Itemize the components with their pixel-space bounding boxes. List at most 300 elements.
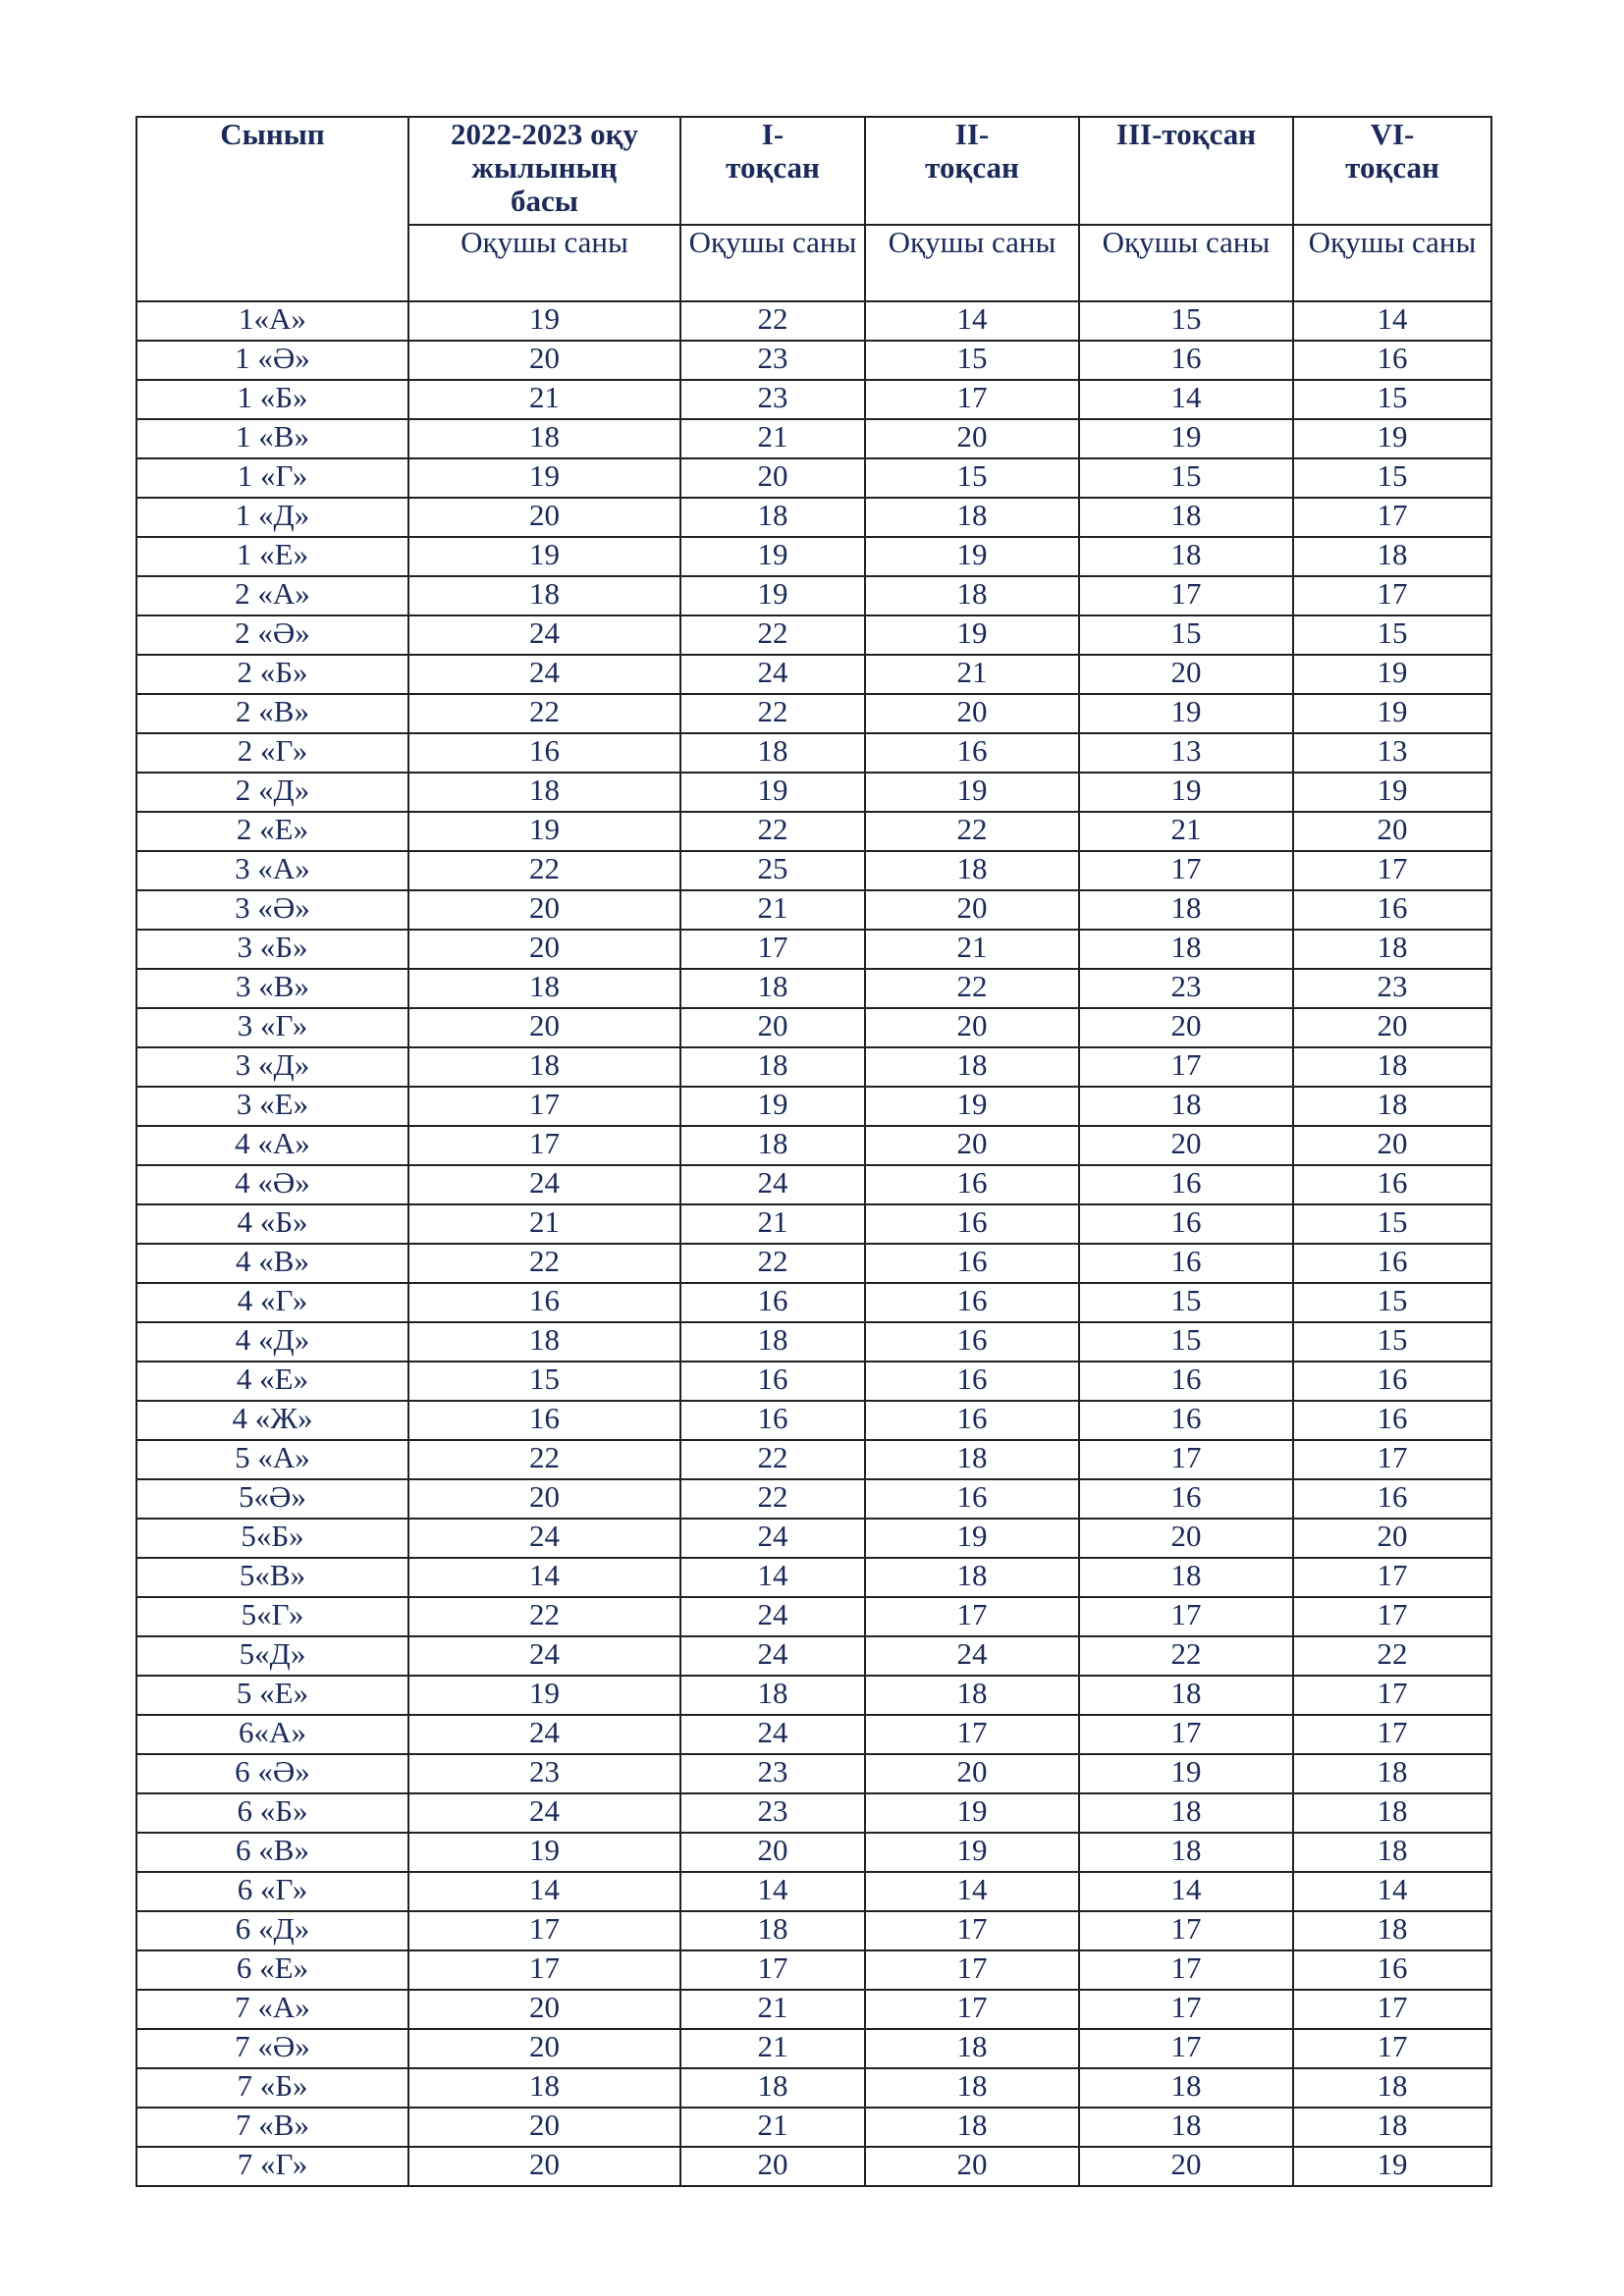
student-count-cell: 20 bbox=[1079, 1008, 1293, 1047]
student-count-cell: 23 bbox=[1079, 969, 1293, 1008]
student-count-cell: 15 bbox=[1293, 1204, 1491, 1244]
student-count-cell: 17 bbox=[1293, 1558, 1491, 1597]
student-count-cell: 24 bbox=[680, 1597, 865, 1636]
class-name-cell: 4 «Ә» bbox=[136, 1165, 408, 1204]
student-count-cell: 17 bbox=[1293, 1715, 1491, 1754]
student-count-cell: 18 bbox=[680, 1047, 865, 1087]
student-count-cell: 18 bbox=[1293, 1754, 1491, 1793]
student-count-cell: 19 bbox=[865, 1087, 1079, 1126]
student-count-cell: 16 bbox=[1079, 1362, 1293, 1401]
header-line: жылының bbox=[471, 150, 618, 185]
class-name-cell: 3 «Е» bbox=[136, 1087, 408, 1126]
student-count-cell: 19 bbox=[865, 537, 1079, 576]
header-line: I- bbox=[761, 117, 785, 151]
table-row bbox=[136, 655, 1491, 694]
student-count-cell: 18 bbox=[1079, 2108, 1293, 2147]
student-count-cell: 17 bbox=[1079, 1440, 1293, 1479]
table-header bbox=[136, 117, 1491, 301]
student-count-cell: 21 bbox=[680, 890, 865, 930]
student-count-cell: 18 bbox=[1079, 2068, 1293, 2108]
table-row bbox=[136, 1754, 1491, 1793]
class-name-cell: 7 «Ә» bbox=[136, 2029, 408, 2068]
student-count-cell: 24 bbox=[680, 1519, 865, 1558]
student-count-cell: 18 bbox=[1079, 1087, 1293, 1126]
student-count-cell: 22 bbox=[1079, 1636, 1293, 1676]
student-count-table bbox=[135, 116, 1492, 2187]
student-count-cell: 16 bbox=[1293, 1165, 1491, 1204]
class-name-cell: 1 «В» bbox=[136, 419, 408, 458]
student-count-cell: 18 bbox=[1293, 1087, 1491, 1126]
student-count-cell: 25 bbox=[680, 851, 865, 890]
student-count-cell: 24 bbox=[865, 1636, 1079, 1676]
student-count-cell: 18 bbox=[408, 2068, 680, 2108]
student-count-cell: 18 bbox=[865, 851, 1079, 890]
student-count-cell: 18 bbox=[1293, 1047, 1491, 1087]
student-count-cell: 24 bbox=[408, 1793, 680, 1833]
table-row bbox=[136, 773, 1491, 812]
student-count-cell: 19 bbox=[408, 537, 680, 576]
student-count-cell: 13 bbox=[1293, 733, 1491, 773]
table-row bbox=[136, 2029, 1491, 2068]
class-name-cell: 3 «Ә» bbox=[136, 890, 408, 930]
student-count-cell: 17 bbox=[408, 1126, 680, 1165]
class-name-cell: 1 «Е» bbox=[136, 537, 408, 576]
class-name-cell: 1 «Б» bbox=[136, 380, 408, 419]
table-row bbox=[136, 419, 1491, 458]
student-count-cell: 20 bbox=[408, 2029, 680, 2068]
class-name-cell: 3 «Д» bbox=[136, 1047, 408, 1087]
student-count-cell: 20 bbox=[408, 341, 680, 380]
table-row bbox=[136, 1558, 1491, 1597]
student-count-cell: 22 bbox=[680, 1479, 865, 1519]
student-count-cell: 18 bbox=[865, 576, 1079, 615]
class-name-cell: 4 «Е» bbox=[136, 1362, 408, 1401]
student-count-cell: 20 bbox=[1293, 812, 1491, 851]
student-count-cell: 17 bbox=[1079, 1990, 1293, 2029]
student-count-cell: 20 bbox=[1079, 655, 1293, 694]
student-count-cell: 20 bbox=[408, 1479, 680, 1519]
student-count-cell: 18 bbox=[408, 969, 680, 1008]
student-count-cell: 19 bbox=[408, 1833, 680, 1872]
student-count-cell: 20 bbox=[1293, 1008, 1491, 1047]
student-count-cell: 19 bbox=[408, 301, 680, 341]
student-count-cell: 17 bbox=[1293, 1597, 1491, 1636]
student-count-cell: 18 bbox=[1079, 890, 1293, 930]
student-count-cell: 19 bbox=[1079, 773, 1293, 812]
header-line: III-тоқсан bbox=[1115, 117, 1257, 151]
student-count-cell: 14 bbox=[1293, 301, 1491, 341]
class-name-cell: 4 «Г» bbox=[136, 1283, 408, 1322]
student-count-cell: 20 bbox=[680, 1008, 865, 1047]
class-name-cell: 3 «В» bbox=[136, 969, 408, 1008]
class-name-cell: 3 «Г» bbox=[136, 1008, 408, 1047]
student-count-cell: 14 bbox=[680, 1558, 865, 1597]
student-count-cell: 16 bbox=[1293, 1362, 1491, 1401]
student-count-cell: 19 bbox=[1293, 2147, 1491, 2186]
student-count-cell: 19 bbox=[865, 1793, 1079, 1833]
header-line: 2022-2023 оқу bbox=[451, 117, 638, 151]
student-count-cell: 22 bbox=[680, 301, 865, 341]
student-count-cell: 19 bbox=[865, 773, 1079, 812]
student-count-cell: 16 bbox=[408, 733, 680, 773]
student-count-cell: 20 bbox=[1293, 1126, 1491, 1165]
class-name-cell: 3 «А» bbox=[136, 851, 408, 890]
table-row bbox=[136, 1440, 1491, 1479]
class-name-cell: 5 «А» bbox=[136, 1440, 408, 1479]
student-count-cell: 24 bbox=[408, 615, 680, 655]
student-count-cell: 17 bbox=[1293, 1440, 1491, 1479]
student-count-cell: 15 bbox=[1079, 301, 1293, 341]
student-count-cell: 19 bbox=[408, 1676, 680, 1715]
student-count-cell: 23 bbox=[680, 341, 865, 380]
student-count-cell: 18 bbox=[408, 419, 680, 458]
student-count-cell: 16 bbox=[408, 1401, 680, 1440]
student-count-cell: 16 bbox=[680, 1401, 865, 1440]
student-count-cell: 18 bbox=[1293, 1793, 1491, 1833]
student-count-cell: 21 bbox=[680, 1204, 865, 1244]
student-count-cell: 16 bbox=[1079, 1244, 1293, 1283]
student-count-cell: 14 bbox=[1079, 380, 1293, 419]
student-count-cell: 19 bbox=[1079, 419, 1293, 458]
student-count-cell: 15 bbox=[1079, 615, 1293, 655]
student-count-cell: 18 bbox=[1293, 1833, 1491, 1872]
student-count-cell: 21 bbox=[680, 1990, 865, 2029]
header-period bbox=[1293, 117, 1491, 225]
student-count-cell: 19 bbox=[865, 1519, 1079, 1558]
table-row bbox=[136, 576, 1491, 615]
student-count-cell: 22 bbox=[408, 851, 680, 890]
class-name-cell: 1 «Г» bbox=[136, 458, 408, 498]
student-count-cell: 16 bbox=[865, 1244, 1079, 1283]
student-count-cell: 16 bbox=[865, 1362, 1079, 1401]
student-count-cell: 24 bbox=[680, 1636, 865, 1676]
table-row bbox=[136, 890, 1491, 930]
table-row bbox=[136, 1204, 1491, 1244]
class-name-cell: 4 «А» bbox=[136, 1126, 408, 1165]
student-count-cell: 24 bbox=[680, 1165, 865, 1204]
class-name-cell: 3 «Б» bbox=[136, 930, 408, 969]
student-count-cell: 18 bbox=[865, 2108, 1079, 2147]
subheader-student-count: Оқушы саны bbox=[865, 225, 1079, 301]
student-count-cell: 18 bbox=[680, 2068, 865, 2108]
student-count-cell: 18 bbox=[1079, 1676, 1293, 1715]
student-count-cell: 18 bbox=[408, 1047, 680, 1087]
student-count-cell: 16 bbox=[1293, 341, 1491, 380]
table-row bbox=[136, 458, 1491, 498]
student-count-cell: 16 bbox=[1079, 1479, 1293, 1519]
student-count-cell: 20 bbox=[865, 1126, 1079, 1165]
student-count-cell: 16 bbox=[1293, 1401, 1491, 1440]
header-line: тоқсан bbox=[726, 150, 820, 185]
class-name-cell: 1 «Ә» bbox=[136, 341, 408, 380]
header-line: тоқсан bbox=[1345, 150, 1439, 185]
student-count-cell: 23 bbox=[680, 1793, 865, 1833]
student-count-cell: 15 bbox=[1079, 458, 1293, 498]
student-count-cell: 19 bbox=[865, 615, 1079, 655]
student-count-cell: 18 bbox=[865, 1558, 1079, 1597]
table-row bbox=[136, 1008, 1491, 1047]
student-count-cell: 14 bbox=[1293, 1872, 1491, 1911]
student-count-cell: 19 bbox=[865, 1833, 1079, 1872]
student-count-cell: 17 bbox=[865, 1990, 1079, 2029]
class-name-cell: 5«В» bbox=[136, 1558, 408, 1597]
table-row bbox=[136, 1950, 1491, 1990]
student-count-cell: 17 bbox=[1293, 576, 1491, 615]
student-count-cell: 20 bbox=[408, 930, 680, 969]
table-row bbox=[136, 1244, 1491, 1283]
table-row bbox=[136, 851, 1491, 890]
class-name-cell: 7 «В» bbox=[136, 2108, 408, 2147]
student-count-cell: 16 bbox=[865, 1479, 1079, 1519]
student-count-cell: 22 bbox=[1293, 1636, 1491, 1676]
student-count-cell: 16 bbox=[865, 1204, 1079, 1244]
table-body bbox=[136, 301, 1491, 2186]
table-row bbox=[136, 1715, 1491, 1754]
table-row bbox=[136, 341, 1491, 380]
student-count-cell: 20 bbox=[1079, 2147, 1293, 2186]
student-count-cell: 18 bbox=[680, 1911, 865, 1950]
table-row bbox=[136, 1597, 1491, 1636]
student-count-cell: 18 bbox=[1079, 498, 1293, 537]
table-row bbox=[136, 1283, 1491, 1322]
header-class: Сынып bbox=[136, 117, 408, 301]
student-count-cell: 16 bbox=[1293, 1950, 1491, 1990]
student-count-cell: 20 bbox=[865, 2147, 1079, 2186]
student-count-cell: 19 bbox=[1293, 773, 1491, 812]
table-row bbox=[136, 1126, 1491, 1165]
header-period bbox=[408, 117, 680, 225]
class-name-cell: 2 «Е» bbox=[136, 812, 408, 851]
student-count-cell: 21 bbox=[408, 380, 680, 419]
student-count-cell: 20 bbox=[680, 1833, 865, 1872]
student-count-cell: 14 bbox=[680, 1872, 865, 1911]
student-count-cell: 22 bbox=[680, 1440, 865, 1479]
student-count-cell: 14 bbox=[1079, 1872, 1293, 1911]
student-count-cell: 17 bbox=[1293, 851, 1491, 890]
student-count-cell: 22 bbox=[680, 1244, 865, 1283]
header-row-periods bbox=[136, 117, 1491, 225]
table-row bbox=[136, 969, 1491, 1008]
student-count-cell: 17 bbox=[1079, 1950, 1293, 1990]
table-row bbox=[136, 498, 1491, 537]
class-name-cell: 6 «Е» bbox=[136, 1950, 408, 1990]
student-count-cell: 18 bbox=[680, 1676, 865, 1715]
class-name-cell: 1 «Д» bbox=[136, 498, 408, 537]
student-count-cell: 18 bbox=[865, 1047, 1079, 1087]
student-count-cell: 15 bbox=[1293, 458, 1491, 498]
student-count-cell: 16 bbox=[865, 733, 1079, 773]
student-count-cell: 20 bbox=[408, 2147, 680, 2186]
class-name-cell: 5«Г» bbox=[136, 1597, 408, 1636]
header-period bbox=[865, 117, 1079, 225]
student-count-cell: 20 bbox=[1293, 1519, 1491, 1558]
student-count-cell: 23 bbox=[680, 1754, 865, 1793]
student-count-cell: 20 bbox=[865, 890, 1079, 930]
student-count-cell: 14 bbox=[408, 1872, 680, 1911]
student-count-cell: 20 bbox=[865, 419, 1079, 458]
student-count-cell: 24 bbox=[408, 1715, 680, 1754]
header-period bbox=[680, 117, 865, 225]
student-count-cell: 24 bbox=[680, 655, 865, 694]
subheader-student-count: Оқушы саны bbox=[1079, 225, 1293, 301]
student-count-cell: 18 bbox=[680, 733, 865, 773]
student-count-cell: 24 bbox=[408, 1519, 680, 1558]
student-count-cell: 17 bbox=[1079, 1597, 1293, 1636]
header-line: тоқсан bbox=[925, 150, 1019, 185]
student-count-cell: 17 bbox=[1293, 1990, 1491, 2029]
student-count-cell: 20 bbox=[680, 2147, 865, 2186]
student-count-cell: 14 bbox=[865, 301, 1079, 341]
student-count-cell: 24 bbox=[408, 655, 680, 694]
table-row bbox=[136, 1165, 1491, 1204]
table-row bbox=[136, 301, 1491, 341]
student-count-cell: 22 bbox=[865, 812, 1079, 851]
student-count-cell: 18 bbox=[408, 773, 680, 812]
student-count-cell: 18 bbox=[680, 1322, 865, 1362]
class-name-cell: 5«Ә» bbox=[136, 1479, 408, 1519]
student-count-cell: 19 bbox=[408, 812, 680, 851]
student-count-cell: 16 bbox=[1079, 341, 1293, 380]
student-count-cell: 13 bbox=[1079, 733, 1293, 773]
table-row bbox=[136, 1362, 1491, 1401]
table-row bbox=[136, 1990, 1491, 2029]
student-count-cell: 18 bbox=[1079, 537, 1293, 576]
student-count-cell: 18 bbox=[680, 1126, 865, 1165]
class-name-cell: 5«Б» bbox=[136, 1519, 408, 1558]
class-name-cell: 5 «Е» bbox=[136, 1676, 408, 1715]
class-name-cell: 5«Д» bbox=[136, 1636, 408, 1676]
header-line: басы bbox=[511, 184, 578, 218]
student-count-cell: 20 bbox=[1079, 1519, 1293, 1558]
student-count-cell: 15 bbox=[865, 458, 1079, 498]
table-row bbox=[136, 1401, 1491, 1440]
student-count-cell: 15 bbox=[1293, 1283, 1491, 1322]
student-count-cell: 17 bbox=[1079, 1047, 1293, 1087]
class-name-cell: 4 «Д» bbox=[136, 1322, 408, 1362]
student-count-cell: 17 bbox=[408, 1911, 680, 1950]
student-count-cell: 22 bbox=[408, 1244, 680, 1283]
class-name-cell: 2 «Ә» bbox=[136, 615, 408, 655]
student-count-cell: 18 bbox=[865, 1440, 1079, 1479]
student-count-cell: 20 bbox=[865, 1754, 1079, 1793]
student-count-cell: 17 bbox=[408, 1087, 680, 1126]
class-name-cell: 4 «В» bbox=[136, 1244, 408, 1283]
student-count-cell: 17 bbox=[865, 1715, 1079, 1754]
student-count-cell: 20 bbox=[408, 1008, 680, 1047]
student-count-cell: 15 bbox=[1293, 380, 1491, 419]
student-count-cell: 18 bbox=[680, 498, 865, 537]
table-row bbox=[136, 1047, 1491, 1087]
student-count-cell: 21 bbox=[865, 655, 1079, 694]
student-count-cell: 24 bbox=[408, 1165, 680, 1204]
class-name-cell: 2 «А» bbox=[136, 576, 408, 615]
class-name-cell: 7 «А» bbox=[136, 1990, 408, 2029]
student-count-cell: 16 bbox=[1079, 1401, 1293, 1440]
student-count-cell: 22 bbox=[408, 1597, 680, 1636]
student-count-cell: 18 bbox=[1293, 930, 1491, 969]
student-count-cell: 14 bbox=[408, 1558, 680, 1597]
student-count-cell: 15 bbox=[1293, 1322, 1491, 1362]
class-name-cell: 6 «Б» bbox=[136, 1793, 408, 1833]
student-count-cell: 16 bbox=[1079, 1165, 1293, 1204]
table-row bbox=[136, 2068, 1491, 2108]
table-row bbox=[136, 2108, 1491, 2147]
student-count-cell: 17 bbox=[1293, 2029, 1491, 2068]
student-count-cell: 18 bbox=[1293, 537, 1491, 576]
student-count-cell: 22 bbox=[408, 1440, 680, 1479]
student-count-cell: 16 bbox=[865, 1283, 1079, 1322]
student-count-cell: 23 bbox=[1293, 969, 1491, 1008]
class-name-cell: 6«А» bbox=[136, 1715, 408, 1754]
table-row bbox=[136, 1793, 1491, 1833]
class-name-cell: 7 «Г» bbox=[136, 2147, 408, 2186]
student-count-cell: 24 bbox=[680, 1715, 865, 1754]
table-row bbox=[136, 930, 1491, 969]
student-count-cell: 19 bbox=[680, 576, 865, 615]
student-count-cell: 17 bbox=[1293, 498, 1491, 537]
student-count-cell: 16 bbox=[680, 1362, 865, 1401]
student-count-cell: 16 bbox=[680, 1283, 865, 1322]
student-count-cell: 20 bbox=[408, 498, 680, 537]
student-count-cell: 18 bbox=[1079, 930, 1293, 969]
student-count-cell: 16 bbox=[408, 1283, 680, 1322]
table-row bbox=[136, 2147, 1491, 2186]
class-name-cell: 4 «Ж» bbox=[136, 1401, 408, 1440]
student-count-cell: 21 bbox=[680, 2029, 865, 2068]
header-period bbox=[1079, 117, 1293, 225]
subheader-student-count: Оқушы саны bbox=[680, 225, 865, 301]
student-count-cell: 19 bbox=[1293, 419, 1491, 458]
class-name-cell: 6 «Ә» bbox=[136, 1754, 408, 1793]
student-count-cell: 22 bbox=[865, 969, 1079, 1008]
student-count-cell: 22 bbox=[680, 812, 865, 851]
student-count-cell: 16 bbox=[1293, 1244, 1491, 1283]
student-count-cell: 20 bbox=[408, 2108, 680, 2147]
class-name-cell: 6 «Д» bbox=[136, 1911, 408, 1950]
student-count-cell: 18 bbox=[865, 1676, 1079, 1715]
table-row bbox=[136, 812, 1491, 851]
student-count-cell: 15 bbox=[1293, 615, 1491, 655]
student-count-cell: 21 bbox=[1079, 812, 1293, 851]
student-count-cell: 18 bbox=[1293, 2108, 1491, 2147]
table-row bbox=[136, 733, 1491, 773]
student-count-cell: 17 bbox=[1079, 2029, 1293, 2068]
student-count-cell: 19 bbox=[680, 1087, 865, 1126]
student-count-cell: 17 bbox=[1079, 576, 1293, 615]
student-count-cell: 20 bbox=[865, 694, 1079, 733]
table-row bbox=[136, 1911, 1491, 1950]
table-row bbox=[136, 537, 1491, 576]
table-row bbox=[136, 1322, 1491, 1362]
student-count-cell: 14 bbox=[865, 1872, 1079, 1911]
student-count-cell: 18 bbox=[1293, 2068, 1491, 2108]
student-count-cell: 16 bbox=[1293, 1479, 1491, 1519]
student-count-cell: 21 bbox=[865, 930, 1079, 969]
student-count-cell: 19 bbox=[680, 773, 865, 812]
table-row bbox=[136, 1519, 1491, 1558]
student-count-cell: 17 bbox=[680, 930, 865, 969]
student-count-cell: 18 bbox=[1293, 1911, 1491, 1950]
student-count-cell: 18 bbox=[865, 2068, 1079, 2108]
student-count-cell: 15 bbox=[1079, 1322, 1293, 1362]
student-count-cell: 17 bbox=[865, 380, 1079, 419]
class-name-cell: 6 «В» bbox=[136, 1833, 408, 1872]
student-count-cell: 19 bbox=[680, 537, 865, 576]
header-line: VI- bbox=[1370, 117, 1415, 151]
student-count-cell: 22 bbox=[680, 615, 865, 655]
table-row bbox=[136, 1636, 1491, 1676]
student-count-cell: 16 bbox=[865, 1165, 1079, 1204]
